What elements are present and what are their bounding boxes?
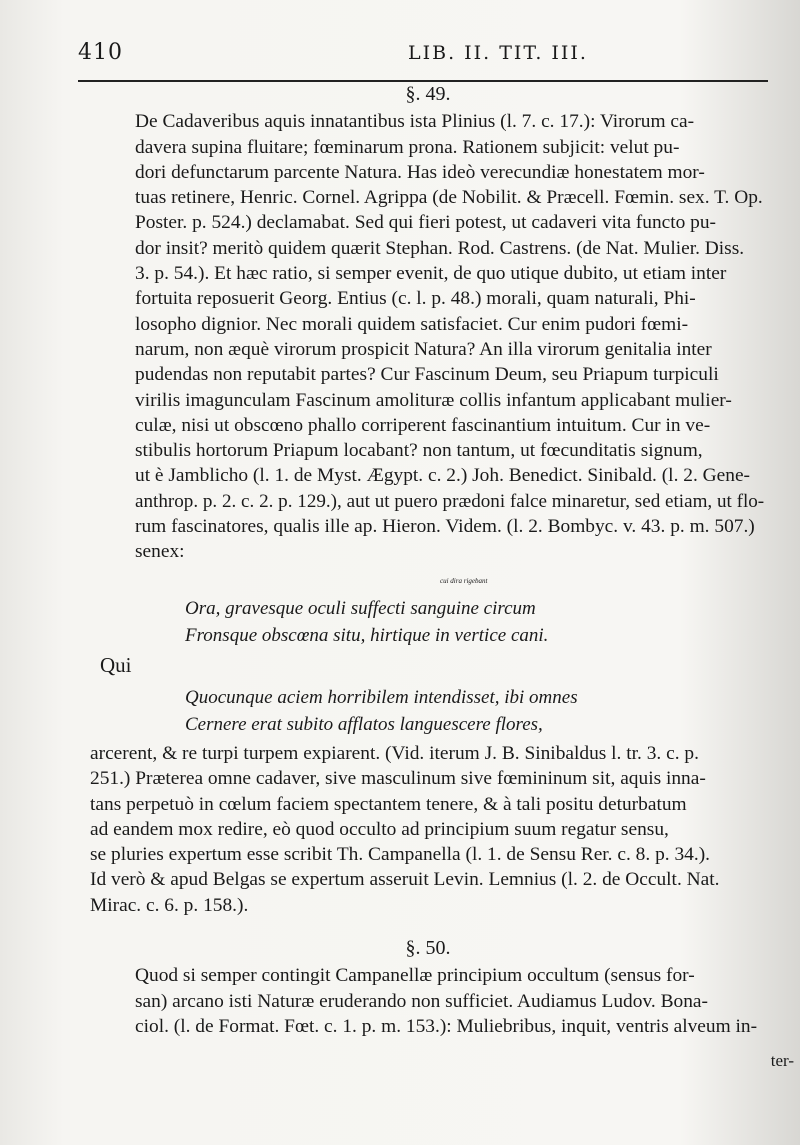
text-line: dori defunctarum parcente Natura. Has ideò verecundiæ honestatem mor-	[135, 161, 705, 183]
text-line: tans perpetuò in cœlum faciem spectantem tenere, & à tali positu deturbatum	[90, 793, 687, 815]
page-number: 410	[78, 40, 123, 65]
text-line: rum fascinatores, qualis ille ap. Hieron. Videm. (l. 2. Bombyc. v. 43. p. m. 507.)	[135, 516, 755, 538]
verse-line: Fronsque obscœna situ, hirtique in vertice cani.	[185, 624, 549, 646]
text-line: senex:	[135, 541, 185, 563]
text-line: dor insit? meritò quidem quærit Stephan. Rod. Castrens. (de Nat. Mulier. Diss.	[135, 237, 745, 259]
paragraph-49	[90, 109, 766, 564]
running-title: LIB. II. TIT. III.	[408, 42, 588, 64]
text-line: culæ, nisi ut obscœno phallo corriperent fascinantium intuitum. Cur in ve-	[135, 414, 711, 436]
verse-quotation-2	[185, 684, 766, 738]
text-line: Id verò & apud Belgas se expertum asseruit Levin. Lemnius (l. 2. de Occult. Nat.	[90, 869, 720, 891]
text-line: tuas retinere, Henric. Cornel. Agrippa (de Nobilit. & Præcell. Fœmin. sex. T. Op.	[135, 187, 763, 209]
verse-line: Cernere erat subito afflatos languescere flores,	[185, 713, 543, 735]
text-line: Quod si semper contingit Campanellæ principium occultum (sensus for-	[135, 965, 695, 987]
text-line: virilis imagunculam Fascinum amolituræ collis infantum applicabant mulier-	[135, 389, 732, 411]
verse-connector: Qui	[100, 652, 132, 677]
text-line: 251.) Præterea omne cadaver, sive masculinum sive fœmininum sit, aquis inna-	[90, 768, 706, 790]
text-line: san) arcano isti Naturæ eruderando non sufficiet. Audiamus Ludov. Bona-	[135, 990, 708, 1012]
verse-line: cui dira rigebant	[440, 576, 488, 585]
text-line: stibulis hortorum Priapum locabant? non tantum, ut fœcunditatis signum,	[135, 440, 703, 462]
verse-quotation-1	[185, 568, 766, 649]
text-line: ad eandem mox redire, eò quod occulto ad principium suum regatur sensu,	[90, 818, 669, 840]
text-line: pudendas non reputabit partes? Cur Fascinum Deum, seu Priapum turpiculi	[135, 364, 719, 386]
verse-line: Ora, gravesque oculi suffecti sanguine circum	[185, 597, 536, 619]
text-line: ciol. (l. de Format. Fœt. c. 1. p. m. 153.): Muliebribus, inquit, ventris alveum in-	[135, 1015, 758, 1037]
text-line: De Cadaveribus aquis innatantibus ista Plinius (l. 7. c. 17.): Virorum ca-	[135, 111, 695, 133]
text-line: se pluries expertum esse scribit Th. Campanella (l. 1. de Sensu Rer. c. 8. p. 34.).	[90, 844, 711, 866]
text-line: ut è Jamblicho (l. 1. de Myst. Ægypt. c. 2.) Joh. Benedict. Sinibald. (l. 2. Gene-	[135, 465, 751, 487]
text-line: Mirac. c. 6. p. 158.).	[90, 894, 249, 916]
paragraph-49-continued	[90, 741, 766, 918]
running-head	[78, 40, 768, 74]
text-line: anthrop. p. 2. c. 2. p. 129.), aut ut puero prædoni falce minaretur, sed etiam, ut flo-	[135, 490, 765, 512]
paragraph-50	[90, 963, 766, 1039]
text-line: narum, non æquè virorum prospicit Natura? An illa virorum genitalia inter	[135, 338, 712, 360]
text-line: losopho dignior. Nec morali quidem satisfaciet. Cur enim pudori fœmi-	[135, 313, 689, 335]
section-number-49: §. 49.	[405, 83, 451, 105]
catchword: ter-	[770, 1051, 794, 1070]
page-body	[90, 82, 766, 1039]
section-number-50: §. 50.	[405, 937, 451, 960]
text-line: 3. p. 54.). Et hæc ratio, si semper evenit, de quo utique dubito, ut etiam inter	[135, 263, 727, 285]
text-line: arcerent, & re turpi turpem expiarent. (Vid. iterum J. B. Sinibaldus l. tr. 3. c. p.	[90, 742, 699, 764]
text-line: Poster. p. 524.) declamabat. Sed qui fieri potest, ut cadaveri vita functo pu-	[135, 212, 717, 234]
text-line: fortuita reposuerit Georg. Entius (c. l. p. 48.) morali, quam naturali, Phi-	[135, 288, 696, 310]
text-line: davera supina fluitare; fœminarum prona. Rationem subjicit: velut pu-	[135, 136, 680, 158]
verse-line: Quocunque aciem horribilem intendisset, ibi omnes	[185, 686, 578, 708]
